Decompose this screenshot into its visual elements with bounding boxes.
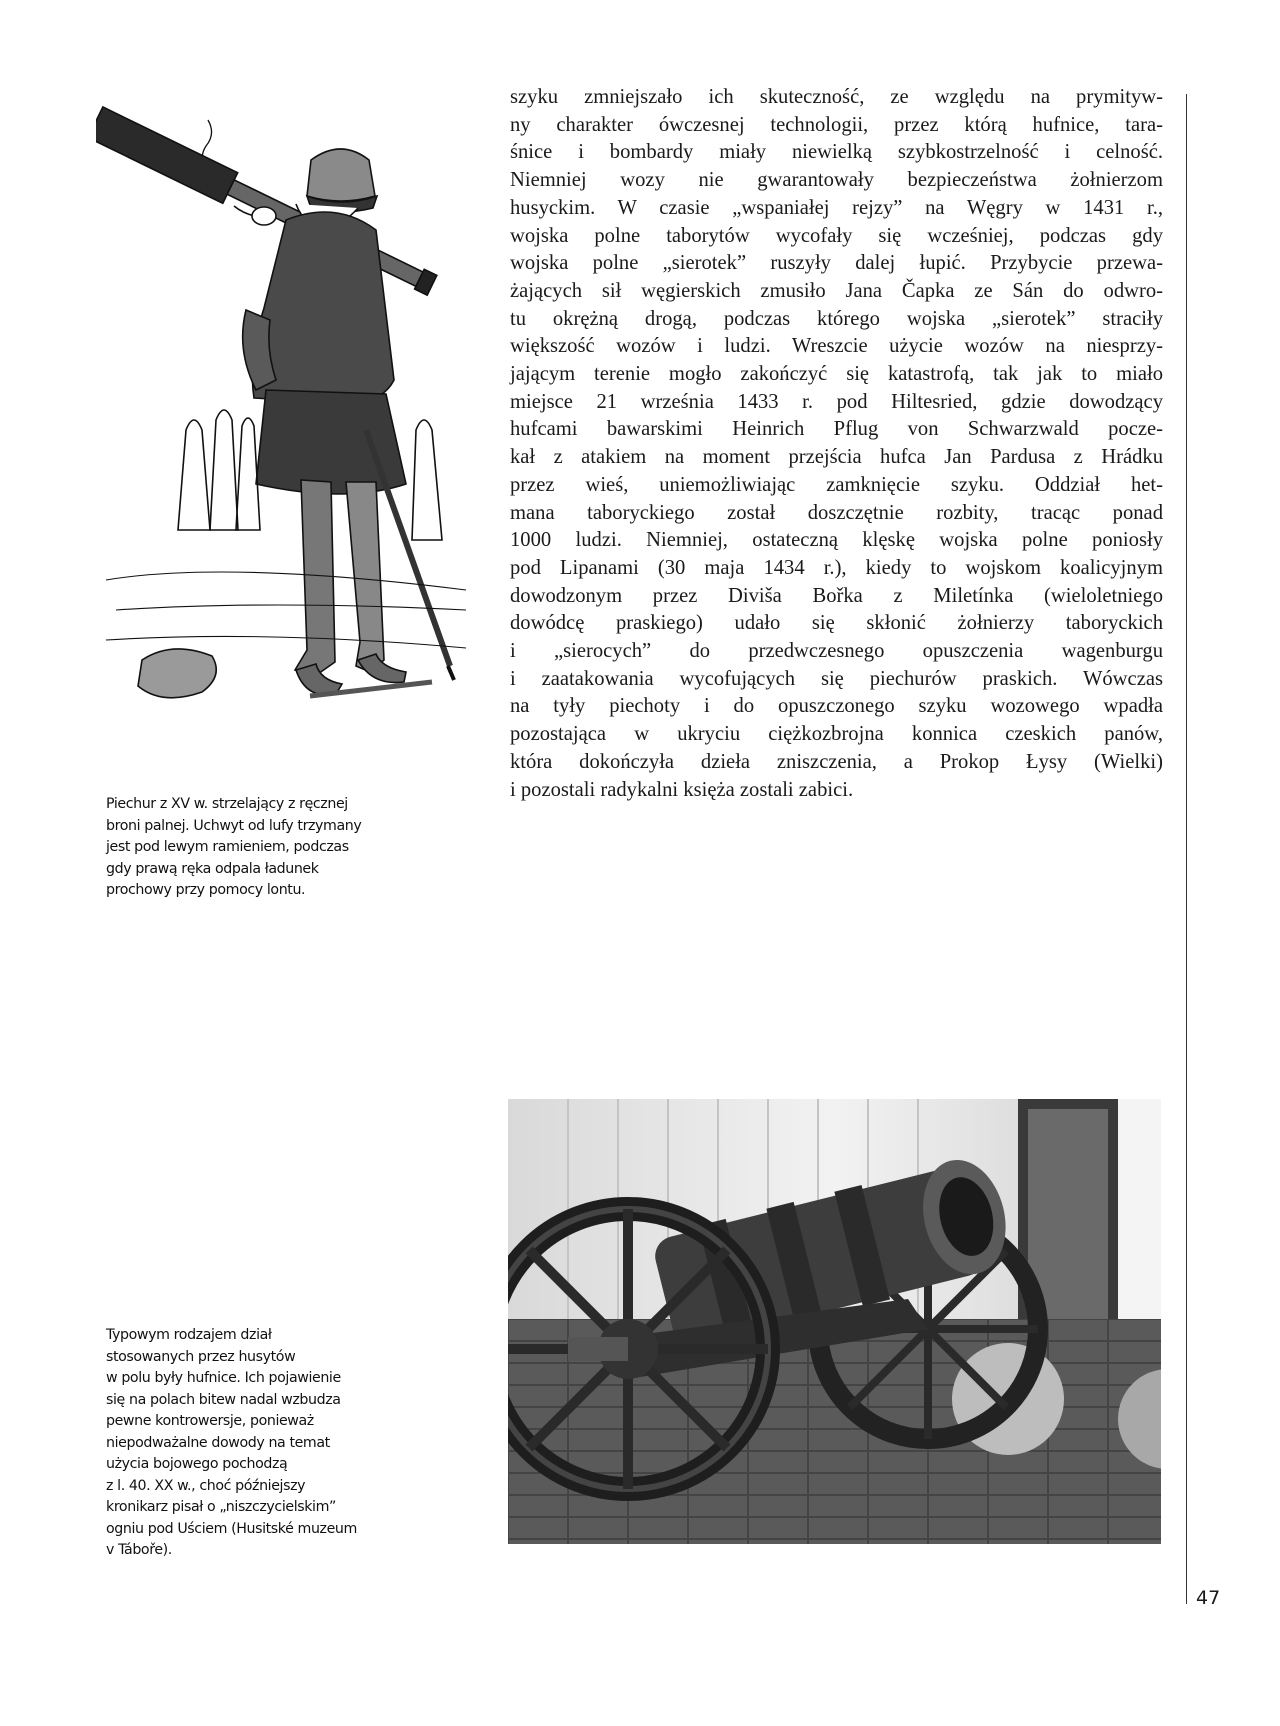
body-line: pozostająca w ukryciu ciężkozbrojna konnica czeskich panów, xyxy=(510,723,1163,746)
handgunner-caption xyxy=(106,794,406,902)
caption-line: z l. 40. XX w., choć późniejszy xyxy=(106,1477,306,1494)
body-text xyxy=(510,84,1163,804)
body-line: Niemniej wozy nie gwarantowały bezpieczeństwa żołnierzom xyxy=(510,169,1163,192)
caption-line: użycia bojowego pochodzą xyxy=(106,1456,288,1472)
body-line: jającym terenie mogło zakończyć się katastrofą, tak jak to miało xyxy=(510,363,1163,386)
caption-line: niepodważalne dowody na temat xyxy=(106,1434,330,1451)
page-number: 47 xyxy=(1196,1587,1221,1609)
caption-line: Piechur z XV w. strzelający z ręcznej xyxy=(106,796,348,812)
caption-line: prochowy przy pomocy lontu. xyxy=(106,882,306,898)
caption-line: Typowym rodzajem dział xyxy=(106,1327,272,1343)
caption-line: się na polach bitew nadal wzbudza xyxy=(106,1391,341,1408)
body-line: dowodzonym przez Diviša Bořka z Miletínka (wieloletniego xyxy=(510,584,1163,607)
body-line: przez wieś, uniemożliwiając zamknięcie szyku. Oddział het- xyxy=(510,473,1163,496)
body-line: która dokończyła dzieła zniszczenia, a Prokop Łysy (Wielki) xyxy=(510,750,1163,773)
body-line: i zaatakowania wycofujących się piechurów praskich. Wówczas xyxy=(510,667,1163,690)
body-line: mana taboryckiego został doszczętnie rozbity, tracąc ponad xyxy=(510,501,1163,524)
caption-line: ogniu pod Uściem (Husitské muzeum xyxy=(106,1520,357,1537)
body-line: husyckim. W czasie „wspaniałej rejzy” na Węgry w 1431 r., xyxy=(510,196,1163,219)
cannon-photo xyxy=(508,1099,1161,1544)
body-line: i pozostali radykalni księża zostali zabici. xyxy=(510,778,854,801)
caption-line: w polu były hufnice. Ich pojawienie xyxy=(106,1370,341,1386)
body-line: dowódcę praskiego) udało się skłonić żołnierzy taboryckich xyxy=(510,612,1163,635)
body-line: szyku zmniejszało ich skuteczność, ze względu na prymityw- xyxy=(510,86,1163,108)
caption-line: v Táboře). xyxy=(106,1542,172,1558)
body-line: kał z atakiem na moment przejścia hufca Jan Pardusa z Hrádku xyxy=(510,446,1163,469)
caption-line: stosowanych przez husytów xyxy=(106,1348,296,1365)
body-line: wojska polne „sierotek” ruszyły dalej łupić. Przybycie przewa- xyxy=(510,252,1163,275)
body-line: większość wozów i ludzi. Wreszcie użycie wozów na niesprzy- xyxy=(510,335,1163,358)
cannon-caption xyxy=(106,1325,406,1562)
body-line: wojska polne taborytów wycofały się wcześniej, podczas gdy xyxy=(510,224,1163,247)
body-line: 1000 ludzi. Niemniej, ostateczną klęskę wojska polne poniosły xyxy=(510,529,1163,552)
caption-line: pewne kontrowersje, ponieważ xyxy=(106,1413,314,1429)
body-line: i „sierocych” do przedwczesnego opuszczenia wagenburgu xyxy=(510,640,1163,663)
body-line: śnice i bombardy miały niewielką szybkostrzelność i celność. xyxy=(510,141,1163,164)
body-line: na tyły piechoty i do opuszczonego szyku wozowego wpadła xyxy=(510,695,1163,718)
body-line: hufcami bawarskimi Heinrich Pflug von Schwarzwald pocze- xyxy=(510,418,1163,441)
handgunner-illustration xyxy=(96,100,476,790)
body-line: ny charakter ówczesnej technologii, przez którą hufnice, tara- xyxy=(510,113,1163,136)
body-line: miejsce 21 września 1433 r. pod Hiltesried, gdzie dowodzący xyxy=(510,390,1163,413)
body-line: tu okrężną drogą, podczas którego wojska „sierotek” straciły xyxy=(510,307,1163,330)
body-line: żających sił węgierskich zmusiło Jana Čapka ze Sán do odwro- xyxy=(510,279,1163,302)
caption-line: jest pod lewym ramieniem, podczas xyxy=(106,839,349,855)
margin-rule xyxy=(1186,94,1187,1604)
body-line: pod Lipanami (30 maja 1434 r.), kiedy to wojskom koalicyjnym xyxy=(510,556,1163,579)
caption-line: broni palnej. Uchwyt od lufy trzymany xyxy=(106,817,362,834)
caption-line: kronikarz pisał o „niszczycielskim” xyxy=(106,1499,336,1515)
caption-line: gdy prawą ręka odpala ładunek xyxy=(106,860,319,877)
